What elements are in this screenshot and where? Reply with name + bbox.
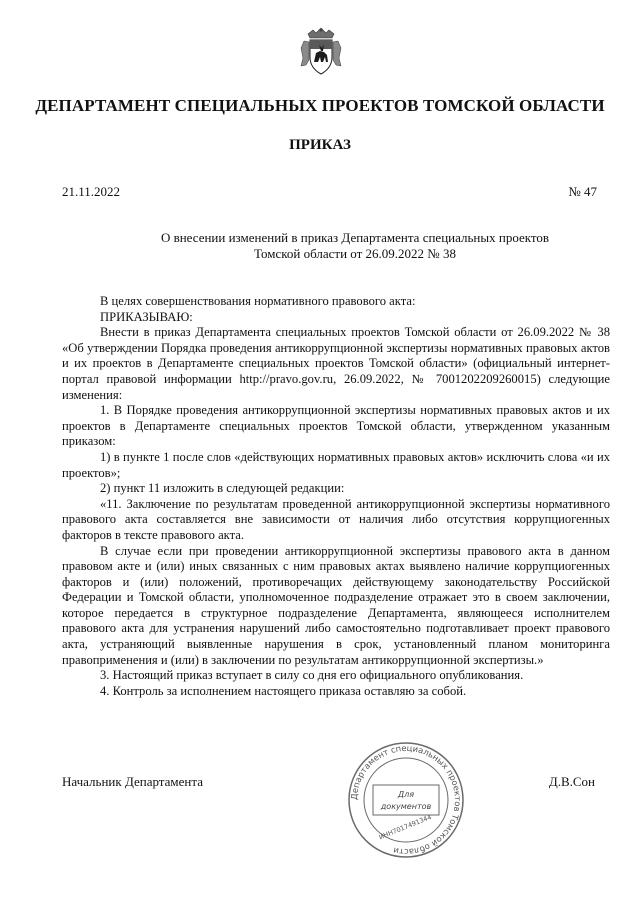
stamp-center-line: Для — [397, 790, 415, 799]
signatory-name: Д.В.Сон — [548, 774, 595, 789]
stamp-inn: ИНН7017491344 — [377, 812, 433, 842]
body-paragraph: 4. Контроль за исполнением настоящего приказа оставляю за собой. — [100, 683, 467, 698]
body-paragraph: В случае если при проведении антикоррупционной экспертизы правового акта в данном правовом акте и (или) иных связанных с ним правовых актах выявлено наличие коррупциогенных факторов и (или) положений, противоречащих действующему законодательству Российской Федерации и Томской области, уполномоченное подразделение отражает это в своем заключении, которое передается в структурное подразделение Департамента, являющееся исполнителем правового акта для устранения нарушений либо самостоятельно подготавливает проект правового акта, устраняющий выявленные нарушения в срок, установленный планом мониторинга правоприменения и (или) в заключении по результатам антикоррупционной экспертизы.» — [62, 543, 610, 667]
order-number: № 47 — [568, 184, 597, 199]
order-keyword: ПРИКАЗЫВАЮ: — [100, 309, 193, 324]
body-paragraph: 1. В Порядке проведения антикоррупционной экспертизы нормативных правовых актов и их проектов в Департаменте специальных проектов Томской области, утвержденном указанным приказом: — [62, 403, 610, 449]
body-paragraph: 1) в пункте 1 после слов «действующих нормативных правовых актов» исключить слова «и их проектов»; — [62, 449, 610, 480]
body-paragraph: «11. Заключение по результатам проведенной антикоррупционной экспертизы нормативного правового акта составляется вне зависимости от наличия либо отсутствия коррупциогенных факторов в тексте правового акта. — [62, 496, 610, 542]
subject-line: О внесении изменений в приказ Департамента специальных проектов — [160, 230, 550, 245]
body-paragraph: 3. Настоящий приказ вступает в силу со дня его официального опубликования. — [100, 668, 524, 683]
stamp-center-line: документов — [380, 802, 432, 811]
stamp-ring-text: Департамент специальных проектов Томской области — [348, 742, 464, 858]
order-date: 21.11.2022 — [62, 184, 121, 199]
official-stamp — [346, 740, 466, 860]
order-subject — [150, 230, 560, 262]
department-title: ДЕПАРТАМЕНТ СПЕЦИАЛЬНЫХ ПРОЕКТОВ ТОМСКОЙ ОБЛАСТИ — [35, 96, 605, 115]
body-paragraph: Внести в приказ Департамента специальных проектов Томской области от 26.09.2022 № 38 «Об утверждении Порядка проведения антикоррупционной экспертизы нормативных правовых актов и их проектов в Департаменте специальных проектов Томской области» (официальный интернет-портал правовой информации http://pravo.gov.ru, 26.09.2022, № 7001202209260015) следующие изменения: — [62, 325, 610, 402]
subject-line: Томской области от 26.09.2022 № 38 — [254, 246, 456, 261]
preamble-paragraph: В целях совершенствования нормативного правового акта: — [100, 294, 416, 308]
body-paragraph: 2) пункт 11 изложить в следующей редакции: — [100, 481, 345, 496]
signatory-position: Начальник Департамента — [62, 774, 203, 789]
order-body — [62, 294, 610, 699]
document-type: ПРИКАЗ — [289, 137, 351, 153]
coat-of-arms-icon — [300, 24, 342, 78]
